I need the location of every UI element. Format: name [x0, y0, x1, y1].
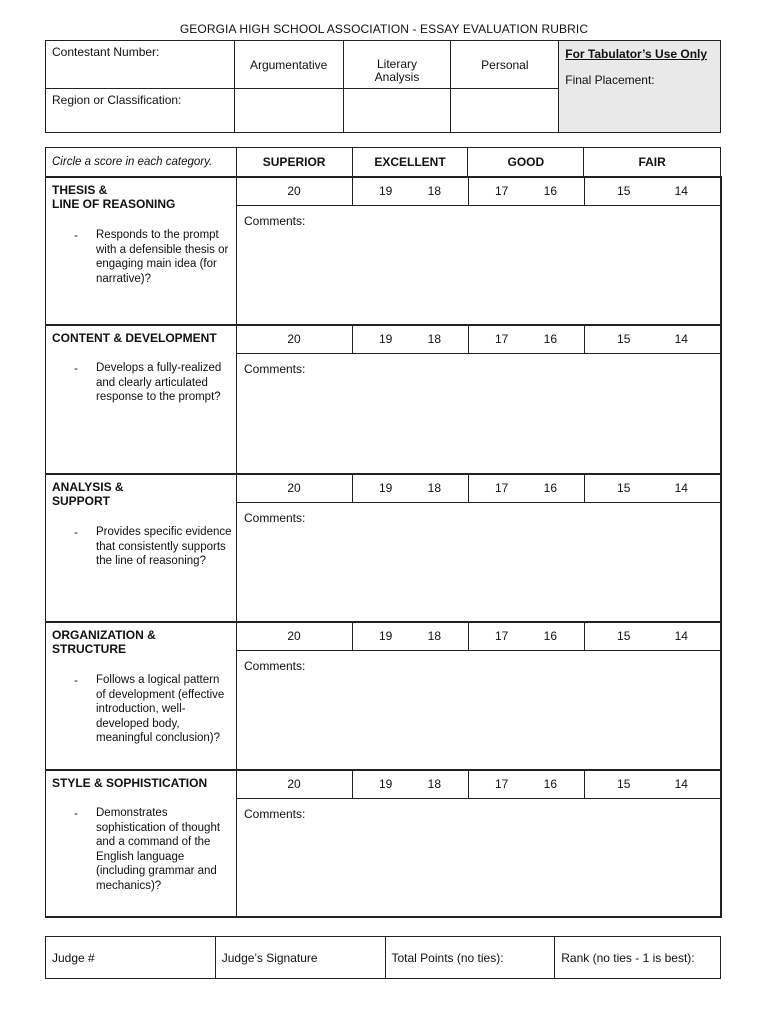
comments-area[interactable] — [237, 652, 719, 767]
contestant-number-label: Contestant Number: — [52, 45, 160, 59]
criterion-title: THESIS & LINE OF REASONING — [52, 183, 176, 211]
score-option[interactable]: 14 — [674, 184, 688, 198]
score-column-divider — [468, 769, 469, 798]
criterion-title: STYLE & SOPHISTICATION — [52, 776, 208, 790]
score-option[interactable]: 19 — [378, 332, 393, 346]
comments-area[interactable] — [237, 355, 719, 471]
score-option[interactable]: 20 — [287, 481, 301, 495]
score-option[interactable]: 14 — [674, 332, 688, 346]
judge-number-cell[interactable]: Judge # — [46, 937, 216, 979]
criteria-divider — [45, 769, 721, 771]
score-column-divider — [584, 473, 585, 502]
score-column-divider — [352, 769, 353, 798]
score-option[interactable]: 18 — [427, 481, 442, 495]
score-column-divider — [352, 324, 353, 353]
border-left — [45, 176, 46, 324]
criterion-title: ANALYSIS & SUPPORT — [52, 480, 124, 508]
score-column-divider — [468, 473, 469, 502]
criteria-divider — [45, 473, 721, 475]
bullet-dash: - — [74, 525, 78, 539]
type-argumentative[interactable]: Argumentative — [234, 41, 343, 89]
comments-area[interactable] — [237, 504, 719, 619]
score-option[interactable]: 20 — [287, 184, 301, 198]
score-option[interactable]: 18 — [427, 629, 442, 643]
bullet-dash: - — [74, 361, 78, 375]
score-option[interactable]: 14 — [674, 777, 688, 791]
criteria-divider — [45, 621, 721, 623]
score-option[interactable]: 15 — [617, 184, 631, 198]
score-option[interactable]: 19 — [378, 184, 393, 198]
score-row-divider — [236, 353, 721, 354]
judge-signature-cell[interactable]: Judge’s Signature — [215, 937, 385, 979]
bullet-dash: - — [74, 228, 78, 242]
score-column-divider — [352, 176, 353, 205]
border-left — [45, 769, 46, 917]
bullet-dash: - — [74, 806, 78, 820]
final-placement-label: Final Placement: — [565, 73, 655, 87]
criterion-description: Provides specific evidence that consistently supports the line of reasoning? — [96, 526, 232, 567]
level-excellent: EXCELLENT — [352, 148, 468, 177]
comments-label: Comments: — [244, 659, 306, 673]
comments-area[interactable] — [237, 207, 719, 322]
score-option[interactable]: 14 — [674, 481, 688, 495]
region-cell[interactable] — [46, 89, 235, 133]
criterion-description: Demonstrates sophistication of thought and a command of the English language (including grammar and mechanics)? — [96, 807, 221, 892]
score-option[interactable]: 16 — [543, 332, 558, 346]
score-option[interactable]: 17 — [494, 777, 509, 791]
score-row-divider — [236, 502, 721, 503]
score-column-divider — [584, 621, 585, 650]
score-option[interactable]: 19 — [378, 481, 393, 495]
criteria-divider — [45, 176, 721, 178]
contestant-info-table — [45, 40, 721, 133]
type-personal[interactable]: Personal — [451, 41, 559, 89]
score-column-divider — [468, 324, 469, 353]
rubric-table — [45, 147, 721, 177]
score-option[interactable]: 20 — [287, 332, 301, 346]
score-column-divider — [584, 176, 585, 205]
score-option[interactable]: 16 — [543, 184, 558, 198]
score-row-divider — [236, 798, 721, 799]
comments-label: Comments: — [244, 511, 306, 525]
score-column-divider — [468, 621, 469, 650]
border-right — [720, 621, 722, 769]
type-literary-analysis[interactable]: Literary Analysis — [343, 41, 451, 89]
score-option[interactable]: 16 — [543, 777, 558, 791]
criterion-description: Follows a logical pattern of development (effective introduction, well-developed body, meaningful conclusion)? — [96, 674, 225, 744]
score-column-divider — [352, 473, 353, 502]
rank-cell[interactable]: Rank (no ties - 1 is best): — [555, 937, 721, 979]
score-option[interactable]: 15 — [617, 332, 631, 346]
score-option[interactable]: 16 — [543, 481, 558, 495]
judge-table — [45, 936, 721, 979]
border-right — [720, 473, 722, 621]
score-option[interactable]: 18 — [427, 777, 442, 791]
region-label: Region or Classification: — [52, 93, 182, 107]
score-option[interactable]: 16 — [543, 629, 558, 643]
border-right — [720, 324, 722, 473]
score-option[interactable]: 17 — [494, 184, 509, 198]
border-right — [720, 769, 722, 917]
border-left — [45, 324, 46, 473]
comments-label: Comments: — [244, 362, 306, 376]
region-blank-3[interactable] — [451, 89, 559, 133]
criterion-description: Responds to the prompt with a defensible thesis or engaging main idea (for narrative)? — [96, 229, 229, 285]
border-left — [45, 473, 46, 621]
comments-label: Comments: — [244, 214, 306, 228]
level-good: GOOD — [468, 148, 584, 177]
page-title: GEORGIA HIGH SCHOOL ASSOCIATION - ESSAY EVALUATION RUBRIC — [179, 22, 589, 36]
score-option[interactable]: 19 — [378, 777, 393, 791]
level-superior: SUPERIOR — [236, 148, 352, 177]
total-points-cell[interactable]: Total Points (no ties): — [385, 937, 555, 979]
score-option[interactable]: 15 — [617, 481, 631, 495]
comments-label: Comments: — [244, 807, 306, 821]
score-row-divider — [236, 650, 721, 651]
score-option[interactable]: 20 — [287, 629, 301, 643]
score-option[interactable]: 18 — [427, 332, 442, 346]
score-option[interactable]: 15 — [617, 777, 631, 791]
score-option[interactable]: 17 — [494, 332, 509, 346]
border-right — [720, 176, 722, 324]
score-row-divider — [236, 205, 721, 206]
score-option[interactable]: 20 — [287, 777, 301, 791]
border-left — [45, 621, 46, 769]
score-option[interactable]: 15 — [617, 629, 631, 643]
rubric-bottom-border — [45, 916, 722, 918]
criterion-description: Develops a fully-realized and clearly articulated response to the prompt? — [96, 362, 222, 403]
score-option[interactable]: 19 — [378, 629, 393, 643]
score-column-divider — [468, 176, 469, 205]
tabulator-label: For Tabulator’s Use Only — [565, 47, 708, 61]
contestant-number-cell[interactable] — [46, 41, 235, 89]
score-option[interactable]: 18 — [427, 184, 442, 198]
comments-area[interactable] — [237, 800, 719, 915]
region-blank-1[interactable] — [234, 89, 343, 133]
score-option[interactable]: 17 — [494, 629, 509, 643]
score-column-divider — [352, 621, 353, 650]
score-column-divider — [584, 324, 585, 353]
criterion-title: CONTENT & DEVELOPMENT — [52, 331, 217, 345]
score-option[interactable]: 14 — [674, 629, 688, 643]
tabulator-cell — [559, 41, 721, 133]
level-fair: FAIR — [584, 148, 721, 177]
criteria-divider — [45, 324, 721, 326]
bullet-dash: - — [74, 673, 78, 687]
region-blank-2[interactable] — [343, 89, 451, 133]
criterion-title: ORGANIZATION & STRUCTURE — [52, 628, 156, 656]
score-column-divider — [584, 769, 585, 798]
score-option[interactable]: 17 — [494, 481, 509, 495]
instruction: Circle a score in each category. — [46, 148, 237, 177]
